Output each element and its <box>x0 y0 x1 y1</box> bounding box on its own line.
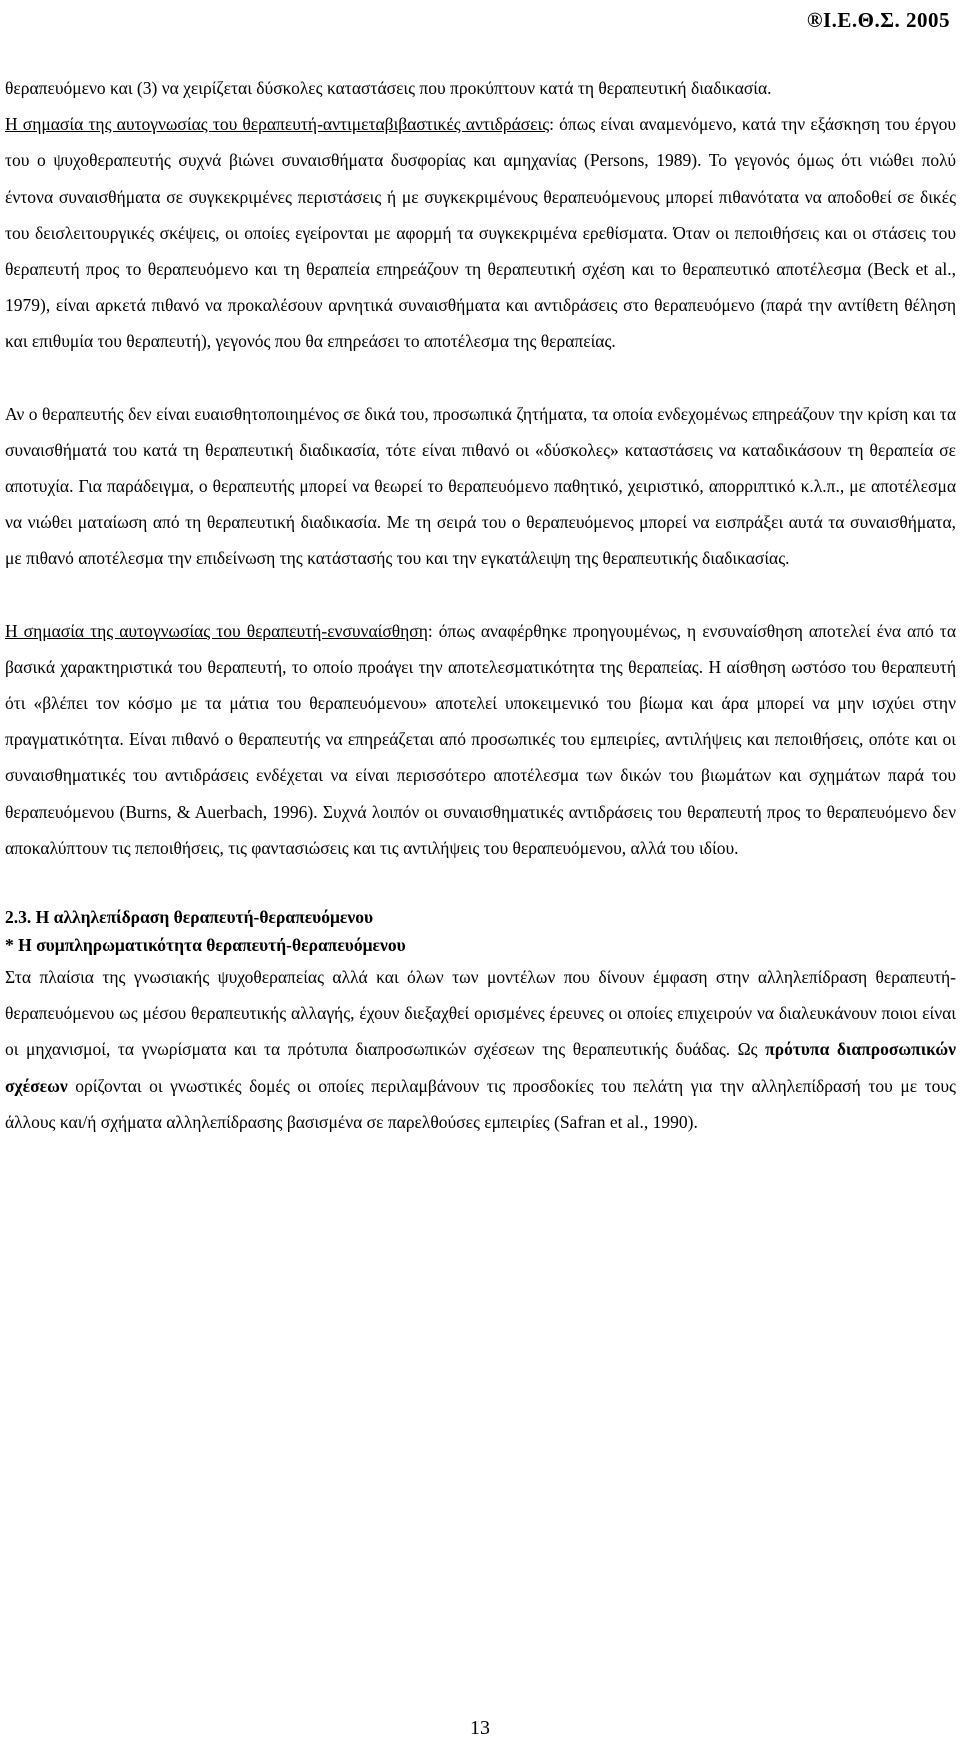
sub-heading: * Η συμπληρωματικότητα θεραπευτή-θεραπευόμενου <box>5 935 406 956</box>
paragraph-empathy <box>5 613 956 866</box>
paragraph-countertransference <box>5 106 956 359</box>
page-number: 13 <box>470 1717 490 1739</box>
document-body <box>5 70 956 1140</box>
page-header: ®Ι.Ε.Θ.Σ. 2005 <box>806 8 950 32</box>
paragraph-spacer <box>5 866 956 903</box>
paragraph-spacer <box>5 577 956 613</box>
underlined-lead: Η σημασία της αυτογνωσίας του θεραπευτή-αντιμεταβιβαστικές αντιδράσεις <box>5 114 550 135</box>
paragraph-spacer <box>5 360 956 396</box>
paragraph-interaction <box>5 959 956 1140</box>
paragraph-text: Στα πλαίσια της γνωσιακής ψυχοθεραπείας αλλά και όλων των μοντέλων που δίνουν έμφαση στην αλληλεπίδραση θεραπευτή-θεραπευόμενου ως μέσου θεραπευτικής αλλαγής, έχουν διεξαχθεί ορισμένες έρευνες οι οποίες επιχειρούν να διαλευκάνουν ποιοι είναι οι μηχανισμοί, τα γνωρίσματα και τα πρότυπα διαπροσωπικών σχέσεων της θεραπευτικής δυάδας. Ως <box>5 967 956 1060</box>
underlined-lead: Η σημασία της αυτογνωσίας του θεραπευτή-ενσυναίσθηση <box>5 620 428 641</box>
paragraph-continuation: θεραπευόμενο και (3) να χειρίζεται δύσκολες καταστάσεις που προκύπτουν κατά τη θεραπευτική διαδικασία. <box>5 78 772 98</box>
paragraph-text: : όπως αναφέρθηκε προηγουμένως, η ενσυναίσθηση αποτελεί ένα από τα βασικά χαρακτηριστικά του θεραπευτή, το οποίο προάγει την αποτελεσματικότητα της θεραπείας. Η αίσθηση ωστόσο του θεραπευτή ότι «βλέπει τον κόσμο με τα μάτια του θεραπευόμενου» αποτελεί υποκειμενικό του βίωμα και άρα μπορεί να μην ισχύει στην πραγματικότητα. Είναι πιθανό ο θεραπευτής να επηρεάζεται από προσωπικές του εμπειρίες, αντιλήψεις και πεποιθήσεις, οπότε και οι συναισθηματικές του αντιδράσεις ενδέχεται να είναι περισσότερο αποτέλεσμα των δικών του βιωμάτων και σχημάτων παρά του θεραπευόμενου (Burns, & Auerbach, 1996). Συχνά λοιπόν οι συναισθηματικές αντιδράσεις του θεραπευτή προς το θεραπευόμενο δεν αποκαλύπτουν τις πεποιθήσεις, τις φαντασιώσεις και τις αντιλήψεις του θεραπευόμενου, αλλά του ιδίου. <box>5 620 956 858</box>
paragraph-sensitization: Αν ο θεραπευτής δεν είναι ευαισθητοποιημένος σε δικά του, προσωπικά ζητήματα, τα οποία ενδεχομένως επηρεάζουν την κρίση και τα συναισθήματά του κατά τη θεραπευτική διαδικασία, τότε είναι πιθανό οι «δύσκολες» καταστάσεις να καταδικάσουν τη θεραπεία σε αποτυχία. Για παράδειγμα, ο θεραπευτής μπορεί να θεωρεί το θεραπευόμενο παθητικό, χειριστικό, απορριπτικό κ.λ.π., με αποτέλεσμα να νιώθει ματαίωση από τη θεραπευτική διαδικασία. Με τη σειρά του ο θεραπευόμενος μπορεί να εισπράξει αυτά τα συναισθήματα, με πιθανό αποτέλεσμα την επιδείνωση της κατάστασής του και την εγκατάλειψη της θεραπευτικής διαδικασίας. <box>5 403 956 569</box>
paragraph-text: ορίζονται οι γνωστικές δομές οι οποίες περιλαμβάνουν τις προσδοκίες του πελάτη για την αλληλεπίδρασή του με τους άλλους και/ή σχήματα αλληλεπίδρασης βασισμένα σε παρελθούσες εμπειρίες (Safran et al., 1990). <box>5 1075 956 1132</box>
section-heading: 2.3. Η αλληλεπίδραση θεραπευτή-θεραπευόμενου <box>5 907 374 928</box>
paragraph-text: : όπως είναι αναμενόμενο, κατά την εξάσκηση του έργου του ο ψυχοθεραπευτής συχνά βιώνει συναισθήματα δυσφορίας και αμηχανίας (Persons, 1989). Το γεγονός όμως ότι νιώθει πολύ έντονα συναισθήματα σε συγκεκριμένες περιστάσεις ή με συγκεκριμένους θεραπευόμενους μπορεί πιθανότατα να αποδοθεί σε δικές του δεισλειτουργικές σκέψεις, οι οποίες εγείρονται με αφορμή τα συγκεκριμένα ερεθίσματα. Όταν οι πεποιθήσεις και οι στάσεις του θεραπευτή προς το θεραπευόμενο και τη θεραπεία επηρεάζουν τη θεραπευτική σχέση και το θεραπευτικό αποτέλεσμα (Beck et al., 1979), είναι αρκετά πιθανό να προκαλέσουν αρνητικά συναισθήματα και αντιδράσεις στο θεραπευόμενο (παρά την αντίθετη θέληση και επιθυμία του θεραπευτή), γεγονός που θα επηρεάσει το αποτέλεσμα της θεραπείας. <box>5 114 956 352</box>
bold-term: πρότυπα διαπροσωπικών σχέσεων <box>5 1039 956 1096</box>
